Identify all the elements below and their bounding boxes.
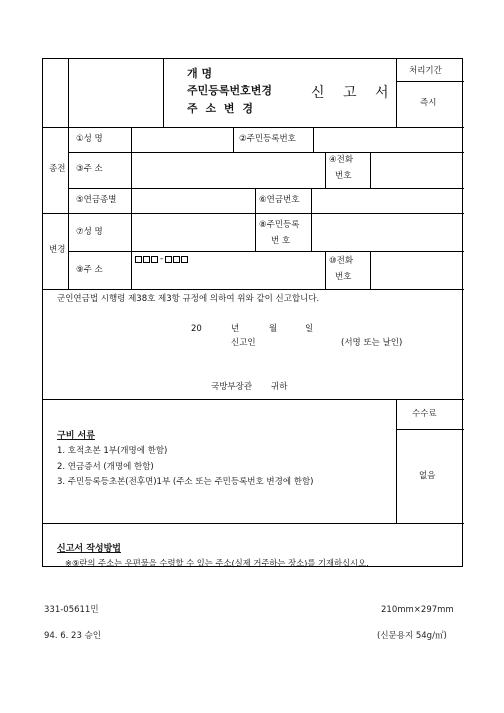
- before-name-label: ①성 명: [76, 134, 103, 144]
- title-line-3: 주 소 변 경: [187, 102, 255, 115]
- declarant-label: 신고인: [231, 338, 256, 348]
- processing-period-label: 처리기간: [409, 66, 442, 76]
- cell-divider: [131, 188, 132, 213]
- title-line-2: 주민등록번호변경: [187, 84, 273, 97]
- before-pension-no-label: ⑥연금번호: [259, 195, 300, 205]
- date-month-label: 월: [269, 324, 278, 334]
- cell-divider: [313, 127, 314, 152]
- report-form: [42, 58, 463, 567]
- document-item: 2. 연금증서 (개명에 한함): [57, 462, 154, 472]
- header-divider-1: [68, 59, 69, 127]
- cell-divider: [131, 213, 132, 251]
- after-address-label: ⑨주 소: [76, 265, 103, 275]
- cell-divider: [311, 213, 312, 251]
- form-number: 331-05611민: [44, 605, 99, 615]
- processing-divider: [396, 81, 464, 82]
- before-section-label: 종전: [49, 164, 66, 174]
- section-line: [43, 213, 464, 214]
- before-rrn-label: ②주민등록번호: [239, 134, 296, 144]
- row-line: [68, 251, 464, 252]
- documents-heading: 구비 서류: [57, 431, 95, 441]
- cell-divider: [325, 251, 326, 289]
- fee-divider: [396, 399, 397, 523]
- cell-divider: [255, 213, 256, 251]
- cell-divider: [131, 152, 132, 188]
- cell-divider: [255, 188, 256, 213]
- form-type-title: 신 고 서: [311, 85, 396, 101]
- document-item: 1. 호적초본 1부(개명에 한함): [57, 446, 168, 456]
- header-bottom-line: [43, 127, 464, 128]
- section-line: [43, 399, 464, 400]
- after-name-label: ⑦성 명: [76, 227, 103, 237]
- date-year: 20: [191, 324, 202, 334]
- cell-divider: [233, 127, 234, 152]
- postal-separator: -: [160, 254, 164, 264]
- section-line: [43, 289, 464, 290]
- cell-divider: [131, 127, 132, 152]
- before-pension-type-label: ⑤연금종별: [76, 195, 117, 205]
- title-line-1: 개 명: [187, 67, 213, 80]
- cell-divider: [325, 152, 326, 188]
- paper-spec: (신문용지 54g/㎡): [377, 631, 447, 641]
- approval-date: 94. 6. 23 승인: [44, 631, 101, 641]
- instructions-heading: 신고서 작성방법: [57, 544, 121, 554]
- before-phone-label-2: 번호: [335, 171, 352, 181]
- recipient-label: 국방부장관: [211, 382, 253, 392]
- after-phone-label-2: 번호: [335, 272, 352, 282]
- recipient-suffix: 귀하: [271, 382, 288, 392]
- date-day-label: 일: [305, 324, 314, 334]
- cell-divider: [370, 152, 371, 188]
- section-line: [43, 523, 464, 524]
- processing-period-value: 즉시: [420, 98, 437, 108]
- before-phone-label-1: ④전화: [329, 155, 354, 165]
- after-phone-label-1: ⑩전화: [329, 256, 354, 266]
- fee-label-line: [396, 429, 464, 430]
- cell-divider: [311, 188, 312, 213]
- declaration-text: 군인연금법 시행령 제38호 제3항 규정에 의하여 위와 같이 신고합니다.: [57, 294, 320, 304]
- signature-label: (서명 또는 날인): [341, 338, 403, 348]
- document-item: 3. 주민등록등초본(전후면)1부 (주소 또는 주민등록번호 변경에 한함): [57, 477, 314, 487]
- header-divider-2: [163, 59, 164, 127]
- before-address-label: ③주 소: [76, 164, 103, 174]
- fee-label: 수수료: [412, 409, 437, 419]
- after-rrn-label-1: ⑧주민등록: [259, 220, 300, 230]
- paper-size: 210mm×297mm: [381, 605, 454, 615]
- after-section-label: 변경: [49, 245, 66, 255]
- cell-divider: [131, 251, 132, 289]
- after-rrn-label-2: 번 호: [271, 236, 291, 246]
- row-line: [68, 152, 464, 153]
- postal-code-boxes: [135, 255, 188, 265]
- row-line: [68, 188, 464, 189]
- date-year-label: 년: [231, 324, 240, 334]
- header-divider-3: [396, 59, 397, 127]
- fee-value: 없음: [419, 471, 436, 481]
- instructions-text: ※⑨란의 주소는 우편물을 수령할 수 있는 주소(실제 거주하는 장소)를 기재하십시오.: [65, 558, 369, 568]
- cell-divider: [370, 251, 371, 289]
